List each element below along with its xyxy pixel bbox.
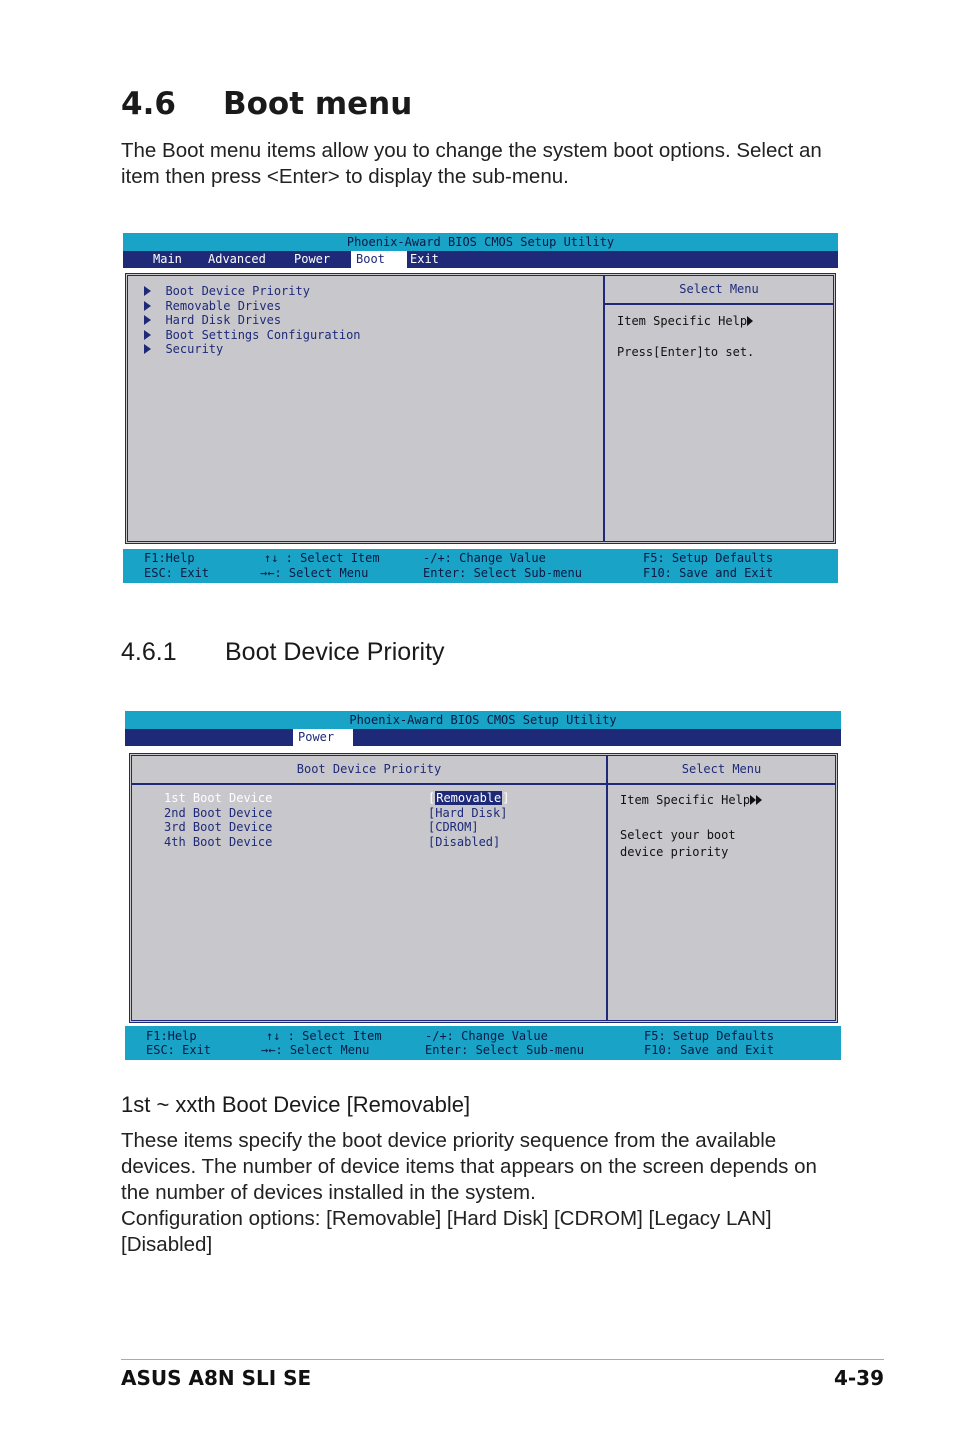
submenu-arrow-icon [144, 301, 151, 311]
page-number: 4-39 [833, 1366, 884, 1390]
footer-select-submenu: Enter: Select Sub-menu [423, 566, 582, 580]
submenu-arrow-icon [144, 344, 151, 354]
right-arrow-icon [756, 795, 762, 805]
subsection-heading [121, 638, 445, 667]
product-name: ASUS A8N SLI SE [121, 1366, 312, 1390]
section-number: 4.6 [121, 86, 176, 122]
bios-main-panel [125, 273, 836, 544]
help-text: Press[Enter]to set. [617, 345, 755, 359]
subsection-number: 4.6.1 [121, 638, 177, 666]
bios-main-panel [129, 753, 838, 1023]
help-panel [604, 304, 834, 542]
boot-device-value[interactable]: [Hard Disk] [428, 805, 508, 820]
bios-boot-menu-screen [123, 233, 838, 582]
menu-tab-power[interactable]: Power [294, 252, 331, 266]
boot-device-row-2[interactable] [164, 805, 508, 821]
section-heading [121, 86, 412, 122]
footer-exit-key: ESC: Exit [144, 566, 210, 580]
bios-footer [123, 549, 838, 583]
bios-title: Phoenix-Award BIOS CMOS Setup Utility [125, 711, 841, 729]
bios-menubar [125, 729, 841, 746]
intro-paragraph: The Boot menu items allow you to change the system boot options. Select an item then press <Enter> to display the sub-menu. [121, 139, 822, 188]
submenu-arrow-icon [144, 286, 151, 296]
menu-item-removable-drives[interactable]: Removable Drives [144, 299, 361, 314]
panel-header: Boot Device Priority [131, 755, 607, 784]
footer-setup-defaults: F5: Setup Defaults [644, 1029, 775, 1043]
footer-select-menu: →←: Select Menu [260, 566, 369, 580]
boot-device-label: 2nd Boot Device [164, 805, 273, 820]
footer-help-key: F1:Help [146, 1029, 197, 1043]
option-paragraph: These items specify the boot device priority sequence from the available devices. The number of device items that appears on the screen depends on the number of devices installed in the system. [121, 1129, 817, 1204]
footer-setup-defaults: F5: Setup Defaults [643, 551, 774, 565]
menu-tab-advanced[interactable]: Advanced [208, 252, 266, 266]
boot-device-label: 1st Boot Device [164, 791, 273, 805]
config-options: Configuration options: [Removable] [Hard Disk] [CDROM] [Legacy LAN] [Disabled] [121, 1207, 772, 1256]
menu-item-security[interactable]: Security [144, 342, 361, 357]
boot-device-value-selected[interactable]: Removable [436, 791, 502, 805]
footer-save-exit: F10: Save and Exit [643, 566, 774, 580]
help-line-1: Select your boot [620, 828, 736, 842]
footer-select-submenu: Enter: Select Sub-menu [425, 1043, 584, 1057]
submenu-arrow-icon [144, 315, 151, 325]
menu-item-boot-device-priority[interactable]: Boot Device Priority [144, 284, 361, 299]
footer-select-item: ↑↓ : Select Item [266, 1029, 382, 1043]
boot-device-row-4[interactable] [164, 834, 501, 850]
menu-tab-main[interactable]: Main [153, 252, 182, 266]
option-description [121, 1128, 851, 1258]
option-heading: 1st ~ xxth Boot Device [Removable] [121, 1092, 471, 1117]
subsection-title: Boot Device Priority [225, 638, 445, 666]
footer-exit-key: ESC: Exit [146, 1043, 212, 1057]
menu-tab-power[interactable]: Power [293, 729, 353, 746]
right-arrow-icon [747, 316, 753, 326]
help-panel [607, 784, 836, 1021]
footer-change-value: -/+: Change Value [423, 551, 546, 565]
boot-device-value[interactable]: [Disabled] [428, 834, 501, 849]
section-title: Boot menu [223, 86, 413, 122]
submenu-arrow-icon [144, 330, 151, 340]
bios-footer [125, 1026, 841, 1060]
help-line-2: device priority [620, 845, 729, 859]
menu-tab-boot[interactable]: Boot [351, 251, 407, 268]
boot-device-row-3[interactable] [164, 820, 479, 835]
bios-menubar [123, 251, 838, 268]
bios-boot-device-priority-screen [125, 711, 841, 1060]
menu-item-boot-settings-configuration[interactable]: Boot Settings Configuration [144, 328, 361, 343]
bios-title: Phoenix-Award BIOS CMOS Setup Utility [123, 233, 838, 251]
footer-select-menu: →←: Select Menu [261, 1043, 370, 1057]
help-header: Select Menu [607, 755, 836, 784]
footer-select-item: ↑↓ : Select Item [264, 551, 380, 565]
menu-items-panel [127, 275, 604, 542]
help-header: Select Menu [604, 275, 834, 304]
footer-help-key: F1:Help [144, 551, 195, 565]
footer-change-value: -/+: Change Value [425, 1029, 548, 1043]
menu-tab-exit[interactable]: Exit [410, 252, 439, 266]
footer-save-exit: F10: Save and Exit [644, 1043, 775, 1057]
menu-item-hard-disk-drives[interactable]: Hard Disk Drives [144, 313, 361, 328]
device-list-panel [131, 784, 607, 1021]
help-item-label: Item Specific Help [617, 314, 748, 328]
page-footer [121, 1359, 884, 1390]
boot-device-value[interactable]: [CDROM] [428, 820, 479, 834]
boot-device-row-1[interactable]: 1st Boot Device [Removable] [164, 791, 510, 805]
help-item-label: Item Specific Help [620, 793, 751, 807]
boot-device-label: 3rd Boot Device [164, 820, 273, 834]
boot-device-label: 4th Boot Device [164, 834, 273, 849]
